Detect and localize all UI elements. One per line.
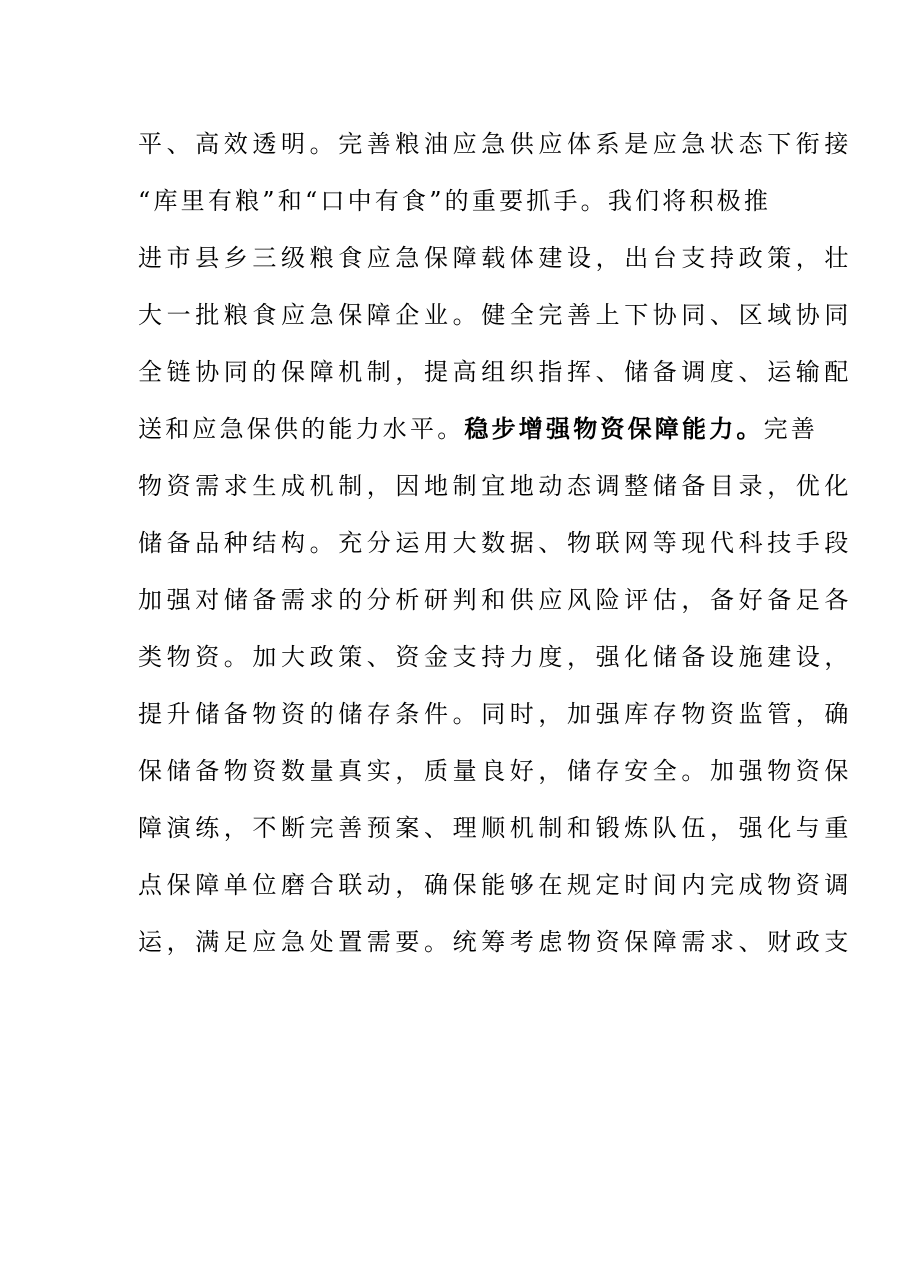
text-line: 平、高效透明。完善粮油应急供应体系是应急状态下衔接 bbox=[138, 130, 853, 158]
text-line: 物资需求生成机制，因地制宜地动态调整储备目录，优化 bbox=[138, 472, 853, 500]
text-line: 类物资。加大政策、资金支持力度，强化储备设施建设， bbox=[138, 643, 853, 671]
text-segment: 送和应急保供的能力水平。 bbox=[138, 415, 465, 443]
body-text bbox=[138, 120, 853, 975]
text-line: 加强对储备需求的分析研判和供应风险评估，备好备足各 bbox=[138, 586, 853, 614]
text-segment: 完善 bbox=[763, 415, 819, 443]
text-line: 进市县乡三级粮食应急保障载体建设，出台支持政策，壮 bbox=[138, 244, 853, 272]
text-line: 储备品种结构。充分运用大数据、物联网等现代科技手段 bbox=[138, 529, 853, 557]
text-line: 大一批粮食应急保障企业。健全完善上下协同、区域协同 bbox=[138, 301, 853, 329]
text-line: 提升储备物资的储存条件。同时，加强库存物资监管，确 bbox=[138, 700, 853, 728]
bold-heading: 稳步增强物资保障能力。 bbox=[464, 415, 764, 443]
text-line-with-bold bbox=[138, 405, 819, 462]
text-line: 全链协同的保障机制，提高组织指挥、储备调度、运输配 bbox=[138, 358, 853, 386]
text-line: 保储备物资数量真实，质量良好，储存安全。加强物资保 bbox=[138, 757, 853, 785]
text-line: “库里有粮”和“口中有食”的重要抓手。我们将积极推 bbox=[138, 187, 772, 215]
text-line: 运，满足应急处置需要。统筹考虑物资保障需求、财政支 bbox=[138, 928, 853, 956]
text-line: 点保障单位磨合联动，确保能够在规定时间内完成物资调 bbox=[138, 871, 853, 899]
text-line: 障演练，不断完善预案、理顺机制和锻炼队伍，强化与重 bbox=[138, 814, 853, 842]
